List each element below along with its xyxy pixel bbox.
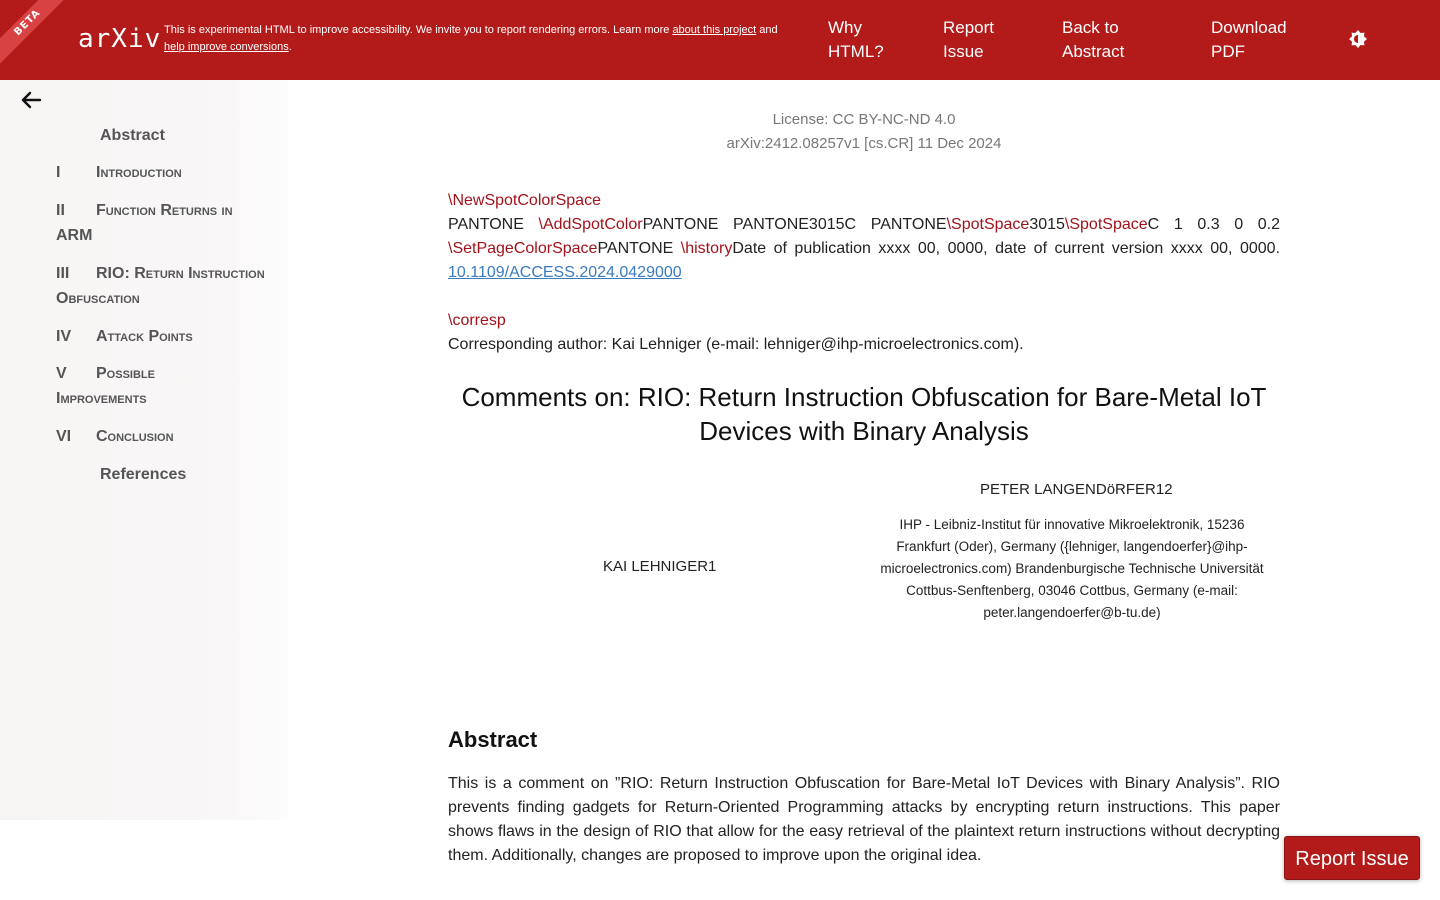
toc-number: III — [56, 265, 70, 282]
toc-label: RIO: Return Instruction Obfuscation — [56, 265, 265, 307]
latex-macro: \corresp — [448, 312, 506, 329]
latex-macro: \history — [680, 240, 733, 257]
toc-item-conclusion[interactable] — [56, 424, 271, 449]
contrast-toggle-icon[interactable] — [1349, 30, 1367, 48]
preamble-text: PANTONE — [597, 240, 681, 257]
toc-number: I — [56, 164, 61, 181]
experimental-notice — [164, 22, 804, 56]
report-issue-button[interactable]: Report Issue — [1284, 836, 1420, 880]
paper-title: Comments on: RIO: Return Instruction Obfuscation for Bare-Metal IoT Devices with Binary Analysis — [461, 382, 1267, 446]
toc-item-attack-points[interactable] — [56, 324, 271, 349]
notice-text-mid: and — [756, 24, 778, 36]
help-conversions-link[interactable]: help improve conversions — [164, 41, 289, 53]
license-text: License: CC BY-NC-ND 4.0 — [772, 111, 956, 128]
preamble-text: C 1 0.3 0 0.2 — [1147, 216, 1280, 233]
author-name: PETER LANGENDöRFER12 — [980, 481, 1173, 498]
top-banner — [0, 0, 1440, 80]
notice-text: This is experimental HTML to improve accessibility. We invite you to report rendering errors. Learn more — [164, 24, 673, 36]
beta-ribbon: BETA — [0, 0, 70, 65]
toc-item-references[interactable] — [100, 462, 315, 487]
doi-link[interactable]: 10.1109/ACCESS.2024.0429000 — [448, 264, 682, 281]
back-to-abstract-line2: Abstract — [1062, 42, 1125, 61]
preamble-text: PANTONE PANTONE3015C PANTONE — [642, 216, 947, 233]
arrow-left-icon[interactable] — [20, 90, 42, 110]
toc-sidebar — [0, 80, 288, 820]
preamble-text: 3015 — [1029, 216, 1065, 233]
report-issue-link[interactable] — [943, 16, 994, 64]
corresponding-author: Corresponding author: Kai Lehniger (e-mail: lehniger@ihp-microelectronics.com). — [448, 336, 1024, 353]
correspondence — [448, 309, 1280, 357]
toc-number: IV — [56, 328, 72, 345]
toc-item-abstract[interactable] — [100, 123, 315, 148]
abstract-heading: Abstract — [448, 727, 538, 752]
preamble-text: PANTONE — [448, 216, 539, 233]
arxiv-identifier: arXiv:2412.08257v1 [cs.CR] 11 Dec 2024 — [726, 135, 1002, 152]
notice-text-end: . — [288, 41, 292, 53]
why-html-link[interactable] — [828, 16, 884, 64]
abstract-text: This is a comment on ”RIO: Return Instruction Obfuscation for Bare-Metal IoT Devices with Binary Analysis”. RIO prevents finding gadgets for Return-Oriented Programming attacks by encrypting return instructions. This paper shows flaws in the design of RIO that allow for the easy retrieval of the plaintext return instructions without decrypting them. Additionally, changes are proposed to improve upon the original idea. — [448, 775, 1280, 864]
toc-label: Possible Improvements — [56, 365, 155, 407]
download-pdf-line1: Download — [1211, 18, 1287, 37]
latex-macro: \AddSpotColor — [538, 216, 643, 233]
history-text: Date of publication xxxx 00, 0000, date of current version xxxx 00, 0000. — [732, 240, 1281, 257]
toc-number: V — [56, 365, 67, 382]
back-to-abstract-line1: Back to — [1062, 18, 1119, 37]
latex-macro: \SpotSpace — [1064, 216, 1148, 233]
latex-macro: \SpotSpace — [946, 216, 1030, 233]
toc-label: Function Returns in ARM — [56, 202, 233, 244]
why-html-line2: HTML? — [828, 42, 884, 61]
toc-label: References — [100, 466, 187, 483]
toc-item-rio[interactable] — [56, 261, 271, 311]
back-to-abstract-link[interactable] — [1062, 16, 1124, 64]
author-name: KAI LEHNIGER1 — [603, 558, 717, 575]
toc-label: Abstract — [100, 127, 165, 144]
toc-item-introduction[interactable] — [56, 160, 271, 185]
download-pdf-link[interactable] — [1211, 16, 1287, 64]
latex-preamble — [448, 189, 1280, 285]
toc-number: VI — [56, 428, 72, 445]
download-pdf-line2: PDF — [1211, 42, 1245, 61]
toc-item-function-returns[interactable] — [56, 198, 271, 248]
toc-label: Conclusion — [96, 428, 174, 445]
report-issue-line1: Report — [943, 18, 995, 37]
report-issue-line2: Issue — [943, 42, 984, 61]
author-affiliation: IHP - Leibniz-Institut für innovative Mikroelektronik, 15236 Frankfurt (Oder), Germany ({lehniger, langendoerfer}@ihp-microelectronics.com) Brandenburgische Technische Universität Cottbus-Senftenberg, 03046 Cottbus, Germany (e-mail: peter.langendoerfer@b-tu.de) — [880, 517, 1264, 620]
why-html-line1: Why — [828, 18, 862, 37]
about-project-link[interactable]: about this project — [672, 24, 757, 36]
latex-macro: \SetPageColorSpace — [448, 240, 598, 257]
toc-item-possible-improvements[interactable] — [56, 361, 196, 411]
toc-label: Attack Points — [96, 328, 193, 345]
latex-macro: \NewSpotColorSpace — [448, 192, 601, 209]
arxiv-logo[interactable]: arXiv — [78, 24, 162, 54]
toc-label: Introduction — [96, 164, 182, 181]
toc-number: II — [56, 202, 65, 219]
